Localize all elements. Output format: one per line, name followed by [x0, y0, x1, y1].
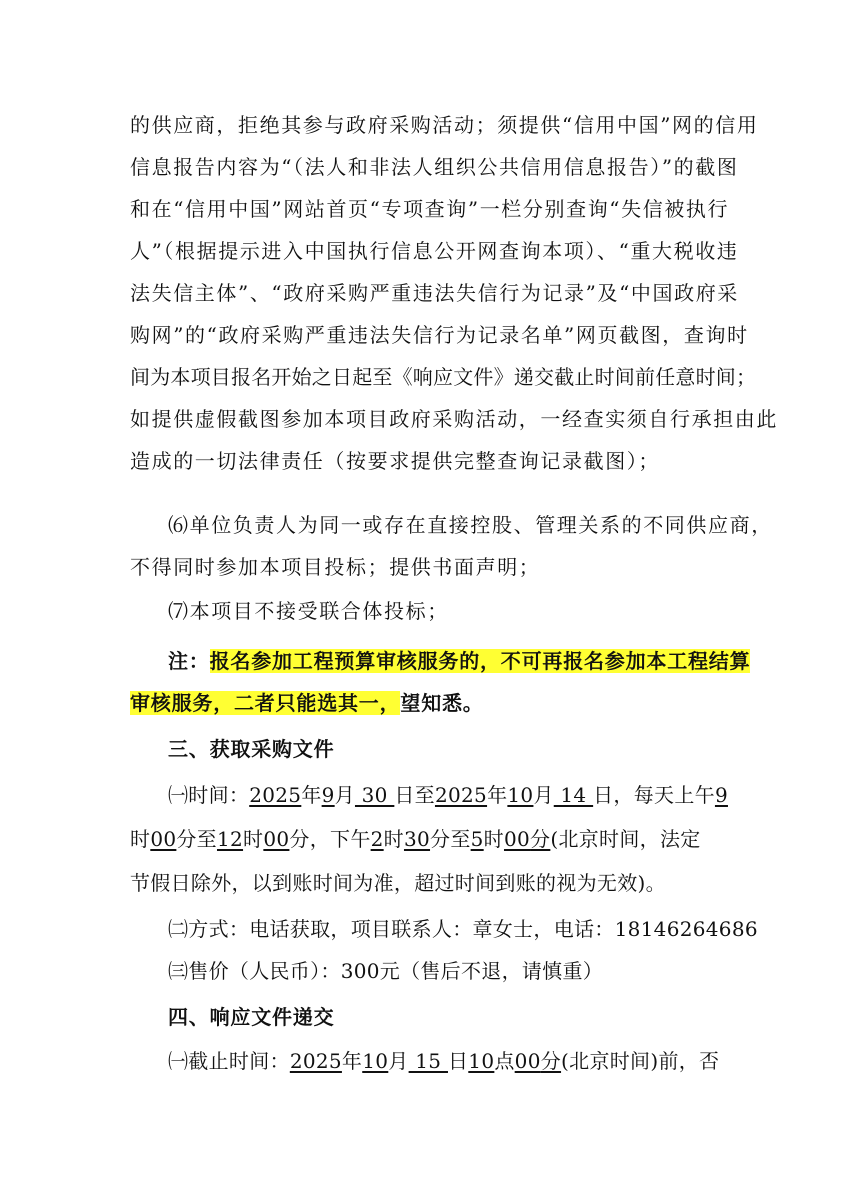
note-highlight: 报名参加工程预算审核服务的，不可再报名参加本工程结算 [209, 649, 751, 673]
paragraph-line: ⑺本项目不接受联合体投标； [168, 599, 449, 623]
paragraph-line: 信息报告内容为“（法人和非法人组织公共信用信息报告）”的截图 [130, 155, 739, 179]
note-line [130, 688, 720, 718]
paragraph-line: 造成的一切法律责任（按要求提供完整查询记录截图）； [130, 449, 660, 473]
deadline-line: ㈠截止时间：2025年10月 15 日10点00分(北京时间)前，否 [168, 1049, 720, 1073]
paragraph-line: 人”（根据提示进入中国执行信息公开网查询本项）、“重大税收违 [130, 239, 739, 263]
paragraph-line: 的供应商，拒绝其参与政府采购活动；须提供“信用中国”网的信用 [130, 113, 759, 137]
paragraph-line: ⑹单位负责人为同一或存在直接控股、管理关系的不同供应商， [168, 513, 773, 537]
section-heading: 四、响应文件递交 [168, 1005, 335, 1029]
paragraph-line: 不得同时参加本项目投标；提供书面声明； [130, 555, 541, 579]
acquire-time-line: 时00分至12时00分，下午2时30分至5时00分(北京时间，法定 [130, 827, 701, 851]
acquire-time-line: ㈠时间：2025年9月 30 日至2025年10月 14 日，每天上午9 [168, 783, 728, 807]
paragraph-line: 和在“信用中国”网站首页“专项查询”一栏分别查询“失信被执行 [130, 197, 730, 221]
paragraph-line: 间为本项目报名开始之日起至《响应文件》递交截止时间前任意时间； [130, 365, 757, 389]
note-highlight: 审核服务，二者只能选其一， [130, 691, 401, 715]
note-line [168, 646, 751, 676]
acquire-method: ㈡方式：电话获取，项目联系人：章女士，电话：18146264686 [168, 917, 758, 941]
paragraph-line: 购网”的“政府采购严重违法失信行为记录名单”网页截图，查询时 [130, 323, 749, 347]
acquire-price: ㈢售价（人民币）：300元（售后不退，请慎重） [168, 959, 604, 983]
section-heading: 三、获取采购文件 [168, 737, 335, 761]
paragraph-line: 如提供虚假截图参加本项目政府采购活动，一经查实须自行承担由此 [130, 407, 778, 431]
note-prefix: 注： [168, 649, 210, 673]
note-tail: 望知悉。 [400, 691, 484, 715]
paragraph-line: 法失信主体”、“政府采购严重违法失信行为记录”及“中国政府采 [130, 281, 739, 305]
acquire-time-line: 节假日除外，以到账时间为准，超过时间到账的视为无效)。 [130, 871, 666, 895]
